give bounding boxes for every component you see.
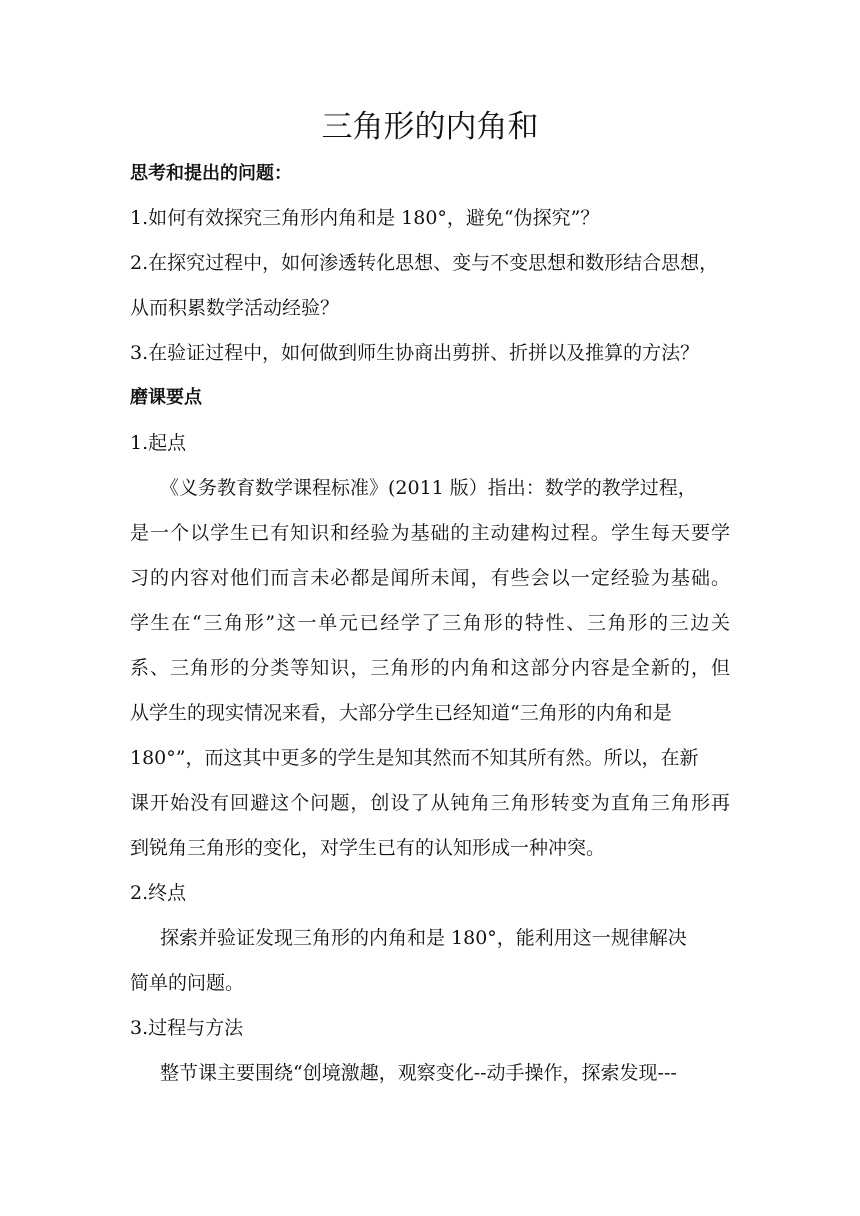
point-1-paragraph-line: 系、三角形的分类等知识，三角形的内角和这部分内容是全新的，但 [130,657,730,679]
point-3-title: 3.过程与方法 [130,1017,244,1039]
point-1-paragraph-line: 到锐角三角形的变化，对学生已有的认知形成一种冲突。 [130,837,606,859]
point-1-paragraph-line: 习的内容对他们而言未必都是闻所未闻，有些会以一定经验为基础。 [130,567,730,589]
section-heading-questions: 思考和提出的问题： [130,163,292,184]
point-1-paragraph-line: 课开始没有回避这个问题，创设了从钝角三角形转变为直角三角形再 [130,792,730,814]
section-heading-key-points: 磨课要点 [130,387,202,408]
point-2-title: 2.终点 [130,882,187,904]
point-1-title: 1.起点 [130,432,187,454]
point-1-paragraph-line: 《义务教育数学课程标准》(2011 版）指出：数学的教学过程， [160,477,697,499]
point-3-paragraph-line: 整节课主要围绕“创境激趣，观察变化--动手操作，探索发现--- [160,1062,677,1084]
point-1-paragraph-line: 是一个以学生已有知识和经验为基础的主动建构过程。学生每天要学 [130,522,730,544]
point-1-paragraph-line: 学生在“三角形”这一单元已经学了三角形的特性、三角形的三边关 [130,612,730,634]
question-3: 3.在验证过程中，如何做到师生协商出剪拼、折拼以及推算的方法？ [130,342,700,364]
point-2-paragraph-line: 简单的问题。 [130,972,245,994]
point-1-paragraph-line: 从学生的现实情况来看，大部分学生已经知道“三角形的内角和是 [130,702,672,724]
question-2-line-2: 从而积累数学活动经验？ [130,297,340,319]
point-1-paragraph-line: 180°”，而这其中更多的学生是知其然而不知其所有然。所以，在新 [130,747,699,769]
question-1: 1.如何有效探究三角形内角和是 180°，避免“伪探究”？ [130,207,600,229]
question-2-line-1: 2.在探究过程中，如何渗透转化思想、变与不变思想和数形结合思想， [130,252,719,274]
document-title: 三角形的内角和 [321,109,539,145]
point-2-paragraph-line: 探索并验证发现三角形的内角和是 180°，能利用这一规律解决 [160,927,687,949]
